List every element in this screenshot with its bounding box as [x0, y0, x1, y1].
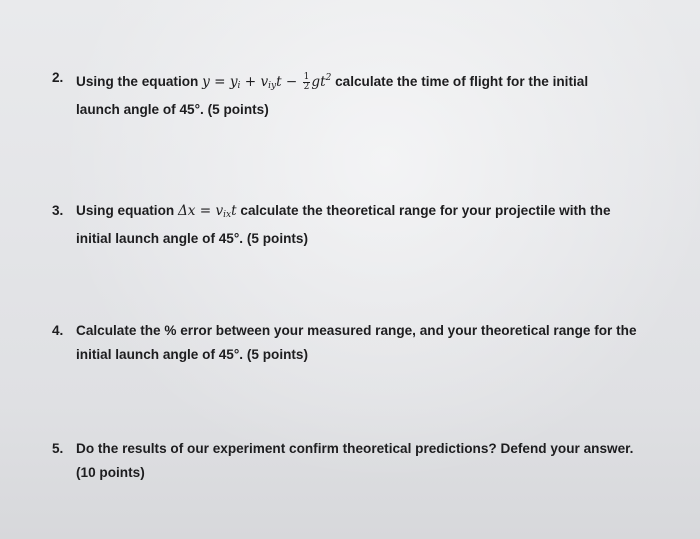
eq-yi-subscript: i — [237, 81, 241, 91]
eq-v: v — [215, 203, 224, 219]
question-text — [76, 199, 672, 251]
question-3 — [52, 199, 672, 251]
question-number: 3. — [52, 203, 64, 218]
question-text-tail: calculate the time of flight for the initial — [331, 74, 589, 89]
question-text-line1: Calculate the % error between your measured range, and your theoretical range for the — [76, 323, 637, 338]
eq-t: t — [276, 74, 282, 90]
eq-v-subscript: ix — [223, 210, 232, 220]
question-text-line1: Do the results of our experiment confirm theoretical predictions? Defend your answer. — [76, 441, 634, 456]
eq-viy: v — [260, 74, 269, 90]
question-text-tail: calculate the theoretical range for your projectile with the — [236, 203, 611, 218]
kinematics-equation — [202, 74, 331, 90]
question-text-line2: launch angle of 45°. (5 points) — [76, 102, 269, 117]
eq-fraction — [303, 73, 311, 92]
eq-plus: + — [240, 74, 261, 90]
question-text-line2: (10 points) — [76, 465, 145, 480]
eq-fraction-denominator: 2 — [303, 82, 310, 92]
question-number: 4. — [52, 323, 64, 338]
range-equation — [178, 203, 237, 219]
eq-y: y — [202, 74, 210, 90]
question-text-lead: Using the equation — [76, 74, 203, 89]
eq-t: t — [231, 203, 237, 219]
question-number: 2. — [52, 70, 64, 85]
question-2 — [52, 66, 672, 122]
eq-viy-subscript: iy — [268, 81, 277, 91]
eq-exponent: 2 — [325, 73, 332, 83]
question-text-line2: initial launch angle of 45°. (5 points) — [76, 347, 309, 362]
question-text — [76, 319, 672, 367]
question-text — [76, 66, 672, 122]
question-5 — [52, 437, 672, 485]
question-text-lead: Using equation — [76, 203, 178, 218]
eq-delta-x: Δx — [177, 203, 196, 219]
eq-minus: − — [281, 74, 302, 90]
eq-equals: = — [209, 74, 230, 90]
eq-fraction-numerator: 1 — [303, 72, 310, 82]
question-text — [76, 437, 672, 485]
eq-yi: y — [229, 74, 238, 90]
question-number: 5. — [52, 441, 64, 456]
question-4 — [52, 319, 672, 367]
question-text-line2: initial launch angle of 45°. (5 points) — [76, 231, 309, 246]
eq-equals: = — [195, 203, 216, 219]
eq-gt: gt — [311, 74, 326, 90]
